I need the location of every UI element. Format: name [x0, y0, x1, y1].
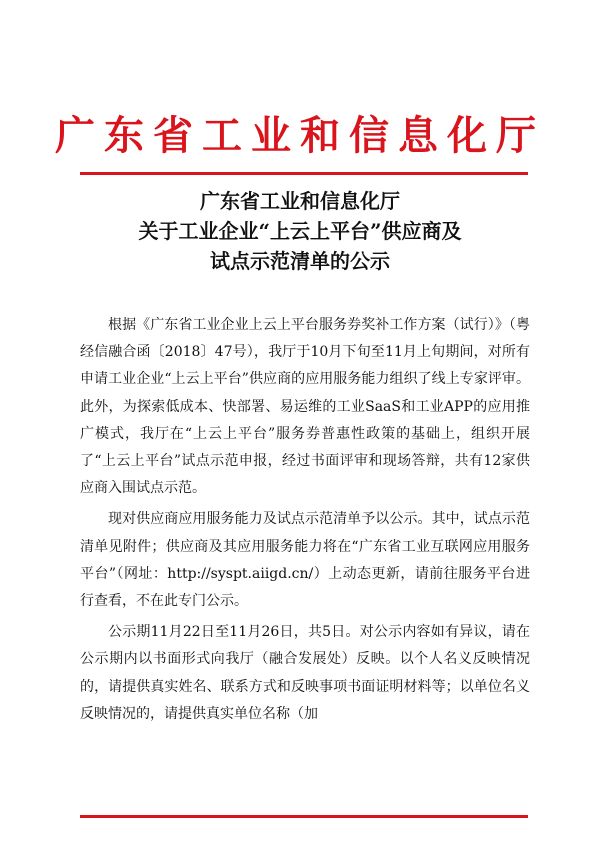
masthead-divider-line: [80, 172, 528, 175]
footer-divider-line: [80, 815, 528, 818]
document-body: [80, 312, 530, 728]
body-paragraph-2: 现对供应商应用服务能力及试点示范清单予以公示。其中，试点示范清单见附件；供应商及其应用服务能力将在“广东省工业互联网应用服务平台”（网址：http://syspt.aiigd.cn/）上动态更新，请前往服务平台进行查看，不在此专门公示。: [80, 511, 530, 610]
masthead-org-name: 广东省工业和信息化厅: [55, 112, 545, 159]
body-paragraph-3: 公示期11月22日至11月26日，共5日。对公示内容如有异议，请在公示期内以书面形式向我厅（融合发展处）反映。以个人名义反映情况的，请提供真实姓名、联系方式和反映事项书面证明材料等；以单位名义反映情况的，请提供真实单位名称（加: [80, 624, 530, 722]
title-line-2: 关于工业企业“上云上平台”供应商及: [138, 219, 462, 243]
title-line-1: 广东省工业和信息化厅: [200, 189, 400, 213]
document-title: [0, 186, 600, 276]
title-line-3: 试点示范清单的公示: [210, 249, 390, 273]
body-paragraph-1: 根据《广东省工业企业上云上平台服务券奖补工作方案（试行）》（粤经信融合函〔2018〕47号），我厅于10月下旬至11月上旬期间，对所有申请工业企业“上云上平台”供应商的应用服务能力组织了线上专家评审。此外，为探索低成本、快部署、易运维的工业SaaS和工业APP的应用推广模式，我厅在“上云上平台”服务券普惠性政策的基础上，组织开展了“上云上平台”试点示范申报，经过书面评审和现场答辩，共有12家供应商入围试点示范。: [80, 317, 530, 497]
